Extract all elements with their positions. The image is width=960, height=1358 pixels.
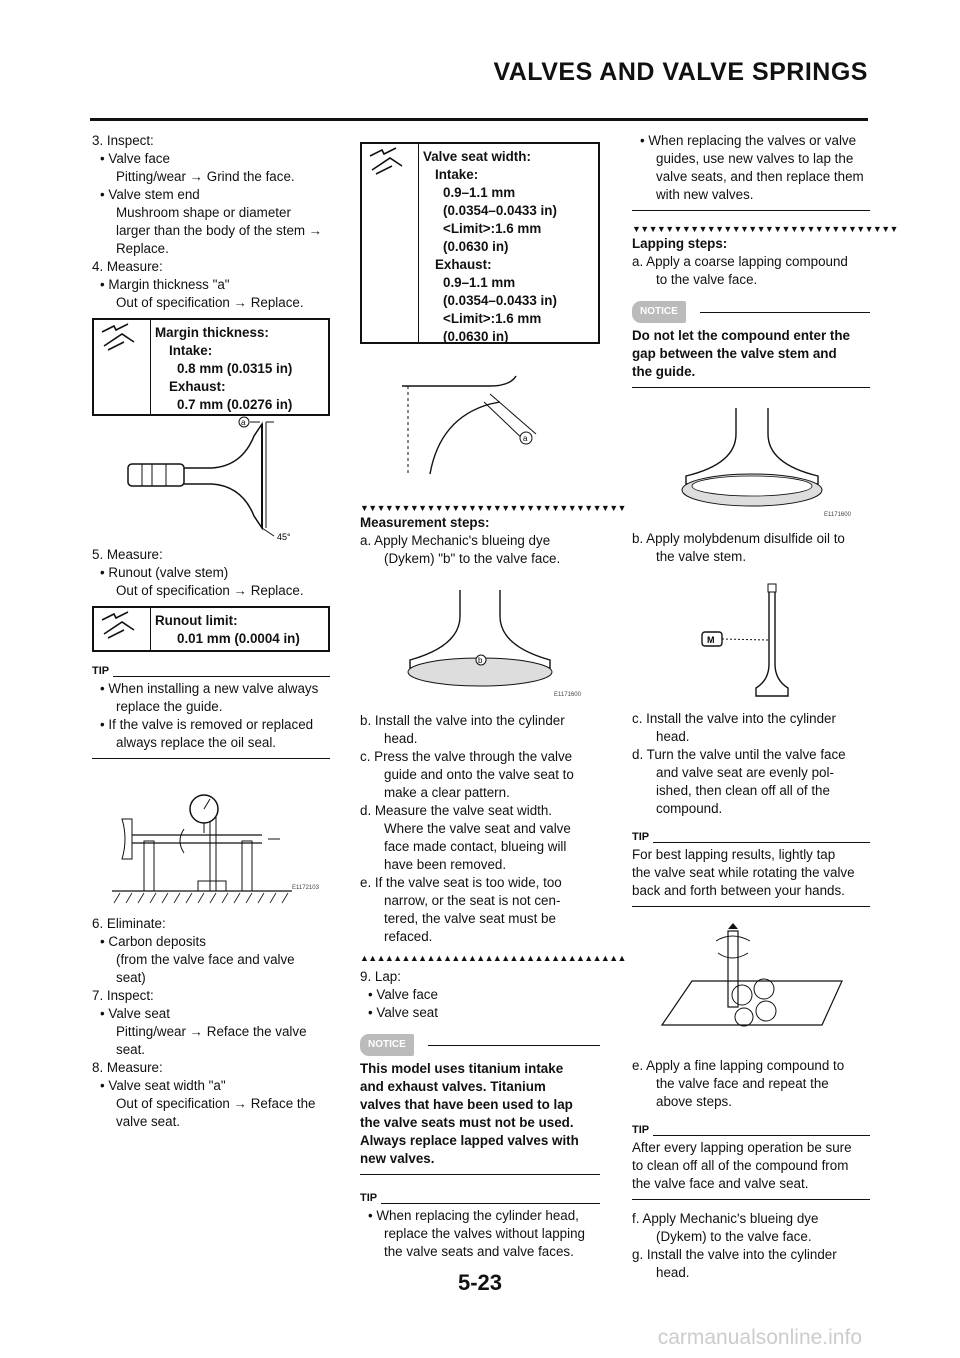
- header-rule: [90, 118, 868, 121]
- notice-badge: NOTICE: [360, 1034, 414, 1056]
- lapping-steps-title: Lapping steps:: [632, 236, 728, 251]
- tip-cont-text: valve seats, and then replace them: [656, 169, 864, 184]
- meas-step-d-text: have been removed.: [384, 857, 507, 872]
- spec-box-runout: [92, 606, 330, 652]
- notice-end-rule: [360, 1174, 600, 1175]
- tip-line: After every lapping operation be sure: [632, 1140, 852, 1155]
- spec-title: Valve seat width:: [423, 149, 531, 164]
- notice-badge: NOTICE: [632, 301, 686, 323]
- notice-line: the guide.: [632, 364, 696, 379]
- step-6-bullet-1: • Carbon deposits: [100, 934, 206, 949]
- lap-step-f-text: (Dykem) to the valve face.: [656, 1229, 812, 1244]
- tip-header: [92, 662, 330, 680]
- tip-line: the valve seat while rotating the valve: [632, 865, 855, 880]
- step-4-bullet-1-text: Out of specification → Replace.: [116, 295, 304, 310]
- spec-intake-value: 0.8 mm (0.0315 in): [177, 361, 293, 376]
- tip-line: the valve face and valve seat.: [632, 1176, 809, 1191]
- tip-line: to clean off all of the compound from: [632, 1158, 849, 1173]
- step-3-bullet-1-text: Pitting/wear → Grind the face.: [116, 169, 295, 184]
- lap-step-e-text: above steps.: [656, 1094, 732, 1109]
- meas-step-d-text: face made contact, blueing will: [384, 839, 567, 854]
- step-8-bullet-1: • Valve seat width "a": [100, 1078, 226, 1093]
- tip-end-rule: [632, 210, 870, 211]
- meas-step-c-text: guide and onto the valve seat to: [384, 767, 574, 782]
- step-5-title: 5. Measure:: [92, 547, 163, 562]
- valve-oil-figure: [632, 580, 870, 704]
- step-7-bullet-1: • Valve seat: [100, 1006, 170, 1021]
- caliper-icon: [94, 320, 151, 414]
- notice-line: valves that have been used to lap: [360, 1097, 573, 1112]
- label-b: b: [478, 656, 483, 665]
- lap-step-d-text: and valve seat are evenly pol-: [656, 765, 834, 780]
- measurement-steps-title: Measurement steps:: [360, 515, 490, 530]
- figure-code: E1171600: [554, 692, 581, 698]
- lap-step-d-text: compound.: [656, 801, 723, 816]
- tip-bullet-2: • If the valve is removed or replaced: [100, 717, 314, 732]
- lap-step-e-text: the valve face and repeat the: [656, 1076, 829, 1091]
- tip-bullet-1-text: replace the valves without lapping: [384, 1226, 585, 1241]
- step-5-bullet-1-text: Out of specification → Replace.: [116, 583, 304, 598]
- tip-line: For best lapping results, lightly tap: [632, 847, 836, 862]
- notice-body: [360, 1060, 600, 1168]
- tip-end-rule: [632, 1199, 870, 1200]
- spec-intake-value: (0.0354–0.0433 in): [443, 203, 557, 218]
- notice-body: [632, 327, 870, 381]
- tip-line: back and forth between your hands.: [632, 883, 845, 898]
- spec-box-valve-seat-width: [360, 142, 600, 344]
- notice-line: gap between the valve stem and: [632, 346, 837, 361]
- spec-intake-value: 0.9–1.1 mm: [443, 185, 516, 200]
- step-7-title: 7. Inspect:: [92, 988, 154, 1003]
- lap-step-a: a. Apply a coarse lapping compound: [632, 254, 848, 269]
- tip-cont-bullet: • When replacing the valves or valve: [640, 133, 857, 148]
- lap-step-a-text: to the valve face.: [656, 272, 758, 287]
- step-3-title: 3. Inspect:: [92, 133, 154, 148]
- notice-end-rule: [632, 387, 870, 388]
- meas-step-a-text: (Dykem) "b" to the valve face.: [384, 551, 561, 566]
- meas-step-e: e. If the valve seat is too wide, too: [360, 875, 562, 890]
- lap-step-g-text: head.: [656, 1265, 690, 1280]
- label-a: a: [241, 418, 246, 427]
- meas-step-d-text: Where the valve seat and valve: [384, 821, 571, 836]
- step-3-bullet-2-text: larger than the body of the stem →: [116, 223, 323, 238]
- tip-header: [632, 828, 870, 846]
- spec-intake-label: Intake:: [435, 167, 479, 182]
- tip-label: TIP: [360, 1192, 378, 1204]
- valve-margin-figure: [92, 416, 330, 546]
- meas-step-d: d. Measure the valve seat width.: [360, 803, 553, 818]
- step-7-bullet-1-text: seat.: [116, 1042, 146, 1057]
- tip-cont-text: guides, use new valves to lap the: [656, 151, 854, 166]
- step-8-bullet-1-text: valve seat.: [116, 1114, 181, 1129]
- lap-step-g: g. Install the valve into the cylinder: [632, 1247, 837, 1262]
- meas-step-b-text: head.: [384, 731, 418, 746]
- step-3-bullet-2-text: Replace.: [116, 241, 169, 256]
- lap-step-b-text: the valve stem.: [656, 549, 747, 564]
- meas-step-b: b. Install the valve into the cylinder: [360, 713, 565, 728]
- lap-step-e: e. Apply a fine lapping compound to: [632, 1058, 845, 1073]
- spec-exhaust-limit: <Limit>:1.6 mm: [443, 311, 542, 326]
- spec-exhaust-limit: (0.0630 in): [443, 329, 509, 344]
- valve-blueing-figure: [360, 576, 600, 704]
- steps-start-marker: ▼▼▼▼▼▼▼▼▼▼▼▼▼▼▼▼▼▼▼▼▼▼▼▼▼▼▼▼▼▼▼▼: [360, 503, 626, 513]
- step-8-title: 8. Measure:: [92, 1060, 163, 1075]
- valve-seat-width-figure: [360, 374, 600, 494]
- notice-header: [360, 1034, 600, 1056]
- page-number: 5-23: [457, 1270, 503, 1295]
- lap-step-c: c. Install the valve into the cylinder: [632, 711, 836, 726]
- spec-exhaust-value: (0.0354–0.0433 in): [443, 293, 557, 308]
- spec-box-margin-thickness: [92, 318, 330, 416]
- spec-exhaust-value: 0.9–1.1 mm: [443, 275, 516, 290]
- step-4-bullet-1: • Margin thickness "a": [100, 277, 230, 292]
- tip-bullet-1: • When replacing the cylinder head,: [368, 1208, 579, 1223]
- notice-line: the valve seats must not be used.: [360, 1115, 574, 1130]
- figure-code: E1172103: [292, 885, 319, 891]
- figure-code: E1171600: [824, 512, 851, 518]
- notice-line: and exhaust valves. Titanium: [360, 1079, 546, 1094]
- tip-header: [360, 1189, 600, 1207]
- spec-title: Runout limit:: [155, 613, 238, 628]
- meas-step-e-text: tered, the valve seat must be: [384, 911, 556, 926]
- notice-line: Always replace lapped valves with: [360, 1133, 579, 1148]
- step-8-bullet-1-text: Out of specification → Reface the: [116, 1096, 316, 1111]
- spec-intake-limit: <Limit>:1.6 mm: [443, 221, 542, 236]
- meas-step-c: c. Press the valve through the valve: [360, 749, 573, 764]
- step-3-bullet-2: • Valve stem end: [100, 187, 200, 202]
- lap-step-d: d. Turn the valve until the valve face: [632, 747, 846, 762]
- step-5-bullet-1: • Runout (valve stem): [100, 565, 229, 580]
- spec-exhaust-value: 0.7 mm (0.0276 in): [177, 397, 293, 412]
- lap-step-c-text: head.: [656, 729, 690, 744]
- spec-exhaust-label: Exhaust:: [169, 379, 226, 394]
- runout-dial-gauge-figure: [92, 769, 330, 907]
- step-7-bullet-1-text: Pitting/wear → Reface the valve: [116, 1024, 307, 1039]
- step-6-title: 6. Eliminate:: [92, 916, 166, 931]
- column-3: [632, 132, 898, 1282]
- spec-value: 0.01 mm (0.0004 in): [177, 631, 300, 646]
- meas-step-a: a. Apply Mechanic's blueing dye: [360, 533, 551, 548]
- watermark: carmanualsonline.info: [657, 1326, 862, 1349]
- spec-intake-limit: (0.0630 in): [443, 239, 509, 254]
- caliper-icon: [362, 144, 419, 342]
- tip-label: TIP: [92, 665, 110, 677]
- steps-start-marker: ▼▼▼▼▼▼▼▼▼▼▼▼▼▼▼▼▼▼▼▼▼▼▼▼▼▼▼▼▼▼▼▼: [632, 224, 898, 234]
- spec-title: Margin thickness:: [155, 325, 269, 340]
- step-4-title: 4. Measure:: [92, 259, 163, 274]
- valve-lapping-tool-figure: [632, 921, 870, 1049]
- column-1: [92, 132, 330, 1131]
- tip-label: TIP: [632, 1124, 650, 1136]
- caliper-icon: [94, 608, 151, 650]
- angle-label: 45°: [277, 532, 291, 542]
- step-6-bullet-1-text: (from the valve face and valve: [116, 952, 295, 967]
- spec-exhaust-label: Exhaust:: [435, 257, 492, 272]
- notice-header: [632, 301, 870, 323]
- tip-cont-text: with new valves.: [656, 187, 754, 202]
- label-m: M: [707, 635, 715, 645]
- tip-header: [632, 1121, 870, 1139]
- tip-bullet-1: • When installing a new valve always: [100, 681, 319, 696]
- tip-label: TIP: [632, 831, 650, 843]
- steps-end-marker: ▲▲▲▲▲▲▲▲▲▲▲▲▲▲▲▲▲▲▲▲▲▲▲▲▲▲▲▲▲▲▲▲: [360, 953, 626, 963]
- meas-step-c-text: make a clear pattern.: [384, 785, 510, 800]
- step-9-bullet-2: • Valve seat: [368, 1005, 438, 1020]
- lap-step-f: f. Apply Mechanic's blueing dye: [632, 1211, 819, 1226]
- column-2: [360, 142, 626, 1261]
- step-6-bullet-1-text: seat): [116, 970, 146, 985]
- tip-end-rule: [92, 758, 330, 759]
- label-a: a: [523, 434, 528, 443]
- step-9-bullet-1: • Valve face: [368, 987, 438, 1002]
- step-3-bullet-1: • Valve face: [100, 151, 170, 166]
- tip-end-rule: [632, 906, 870, 907]
- meas-step-e-text: narrow, or the seat is not cen-: [384, 893, 561, 908]
- lap-step-d-text: ished, then clean off all of the: [656, 783, 830, 798]
- step-3-bullet-2-text: Mushroom shape or diameter: [116, 205, 291, 220]
- meas-step-e-text: refaced.: [384, 929, 433, 944]
- valve-lapping-compound-figure: [632, 404, 870, 522]
- spec-intake-label: Intake:: [169, 343, 213, 358]
- lap-step-b: b. Apply molybdenum disulfide oil to: [632, 531, 845, 546]
- notice-line: new valves.: [360, 1151, 435, 1166]
- step-9-title: 9. Lap:: [360, 969, 401, 984]
- tip-bullet-1-text: the valve seats and valve faces.: [384, 1244, 574, 1259]
- notice-line: This model uses titanium intake: [360, 1061, 564, 1076]
- notice-line: Do not let the compound enter the: [632, 328, 850, 343]
- tip-bullet-1-text: replace the guide.: [116, 699, 223, 714]
- tip-bullet-2-text: always replace the oil seal.: [116, 735, 277, 750]
- page-title: VALVES AND VALVE SPRINGS: [493, 58, 868, 86]
